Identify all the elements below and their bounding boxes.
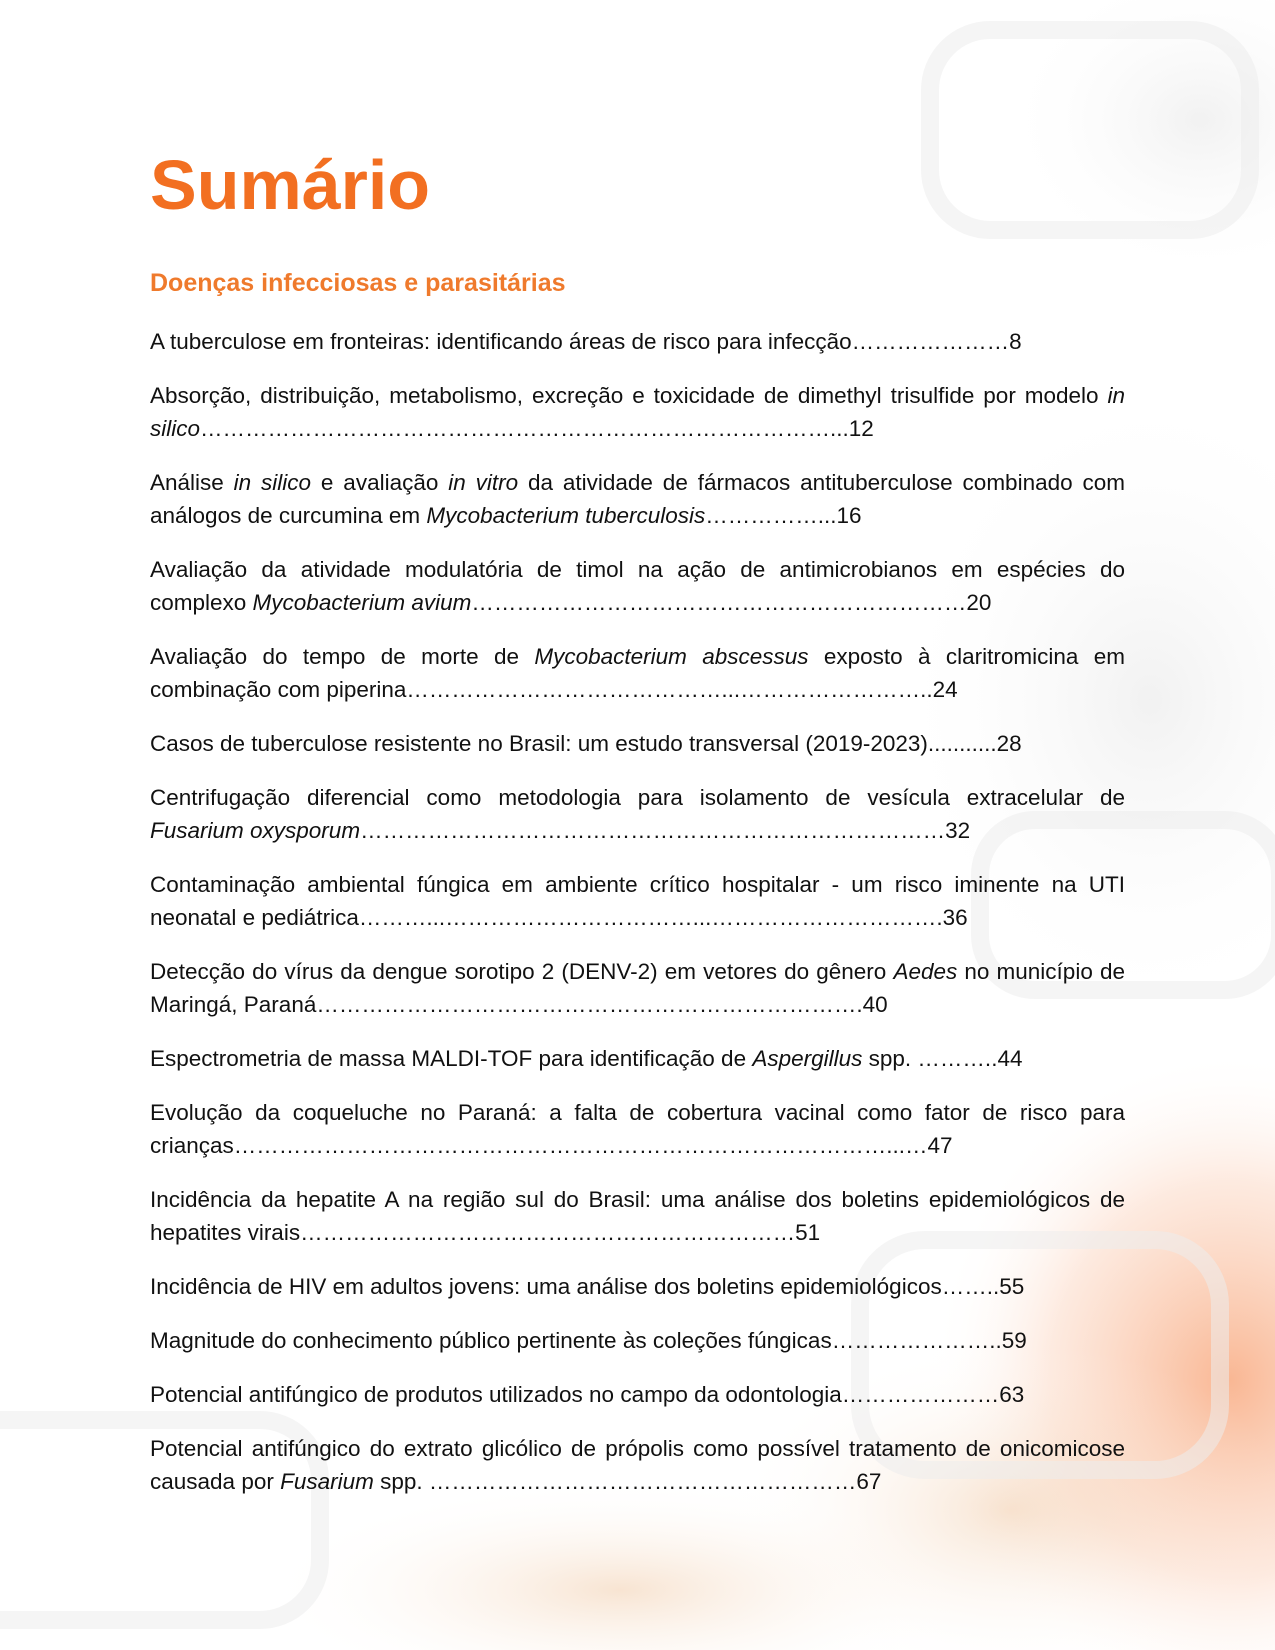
toc-entry-text: Potencial antifúngico de produtos utilizados no campo da odontologia…………………63 [150, 1382, 1025, 1407]
toc-entry [150, 466, 1125, 532]
toc-entry [150, 1270, 1125, 1303]
toc-entry [150, 955, 1125, 1021]
toc-entry-italic-text: Mycobacterium tuberculosis [426, 503, 706, 528]
toc-entry-italic-text: Mycobacterium avium [252, 590, 472, 615]
toc-entry-text: Casos de tuberculose resistente no Brasil: um estudo transversal (2019-2023)...........28 [150, 731, 1022, 756]
toc-entry [150, 727, 1125, 760]
toc-entry [150, 1183, 1125, 1249]
toc-entry [150, 1432, 1125, 1498]
toc-entry-italic-text: Aedes [893, 959, 958, 984]
toc-entry-text: Detecção do vírus da dengue sorotipo 2 (DENV-2) em vetores do gênero [150, 959, 894, 984]
toc-entry-italic-text: in silico [233, 470, 312, 495]
toc-entry [150, 1042, 1125, 1075]
toc-entry-text: Incidência da hepatite A na região sul do Brasil: uma análise dos boletins epidemiológicos de hepatites virais…………………………………………………………51 [150, 1187, 1125, 1245]
toc-entry-text: Contaminação ambiental fúngica em ambiente crítico hospitalar - um risco iminente na UTI neonatal e pediátrica………...……………………………...………………………….36 [150, 872, 1125, 930]
toc-entry-italic-text: Mycobacterium abscessus [534, 644, 809, 669]
toc-entry [150, 325, 1125, 358]
toc-entry-text: Incidência de HIV em adultos jovens: uma análise dos boletins epidemiológicos……..55 [150, 1274, 1025, 1299]
toc-entry-text: Avaliação do tempo de morte de [150, 644, 535, 669]
toc-entry-italic-text: Fusarium oxysporum [150, 818, 361, 843]
toc-entry-text: Espectrometria de massa MALDI-TOF para identificação de [150, 1046, 753, 1071]
toc-entry-text: Avaliação da atividade modulatória de timol na ação de antimicrobianos em espécies do complexo [150, 557, 1125, 615]
toc-entry-italic-text: in vitro [448, 470, 519, 495]
toc-entry-text: ……………...16 [705, 503, 862, 528]
toc-entry [150, 640, 1125, 706]
toc-entry-text: Análise [150, 470, 234, 495]
toc-entry-text: Magnitude do conhecimento público pertinente às coleções fúngicas…………………..59 [150, 1328, 1027, 1353]
toc-entry [150, 1324, 1125, 1357]
toc-list [150, 325, 1125, 1519]
page-title: Sumário [150, 146, 431, 224]
section-heading: Doenças infecciosas e parasitárias [150, 269, 566, 297]
toc-entry [150, 379, 1125, 445]
toc-entry-text: Evolução da coqueluche no Paraná: a falta de cobertura vacinal como fator de risco para crianças……………………………………………………………………………...…47 [150, 1100, 1125, 1158]
toc-entry-text: spp. ………..44 [862, 1046, 1023, 1071]
toc-entry-text: da atividade de fármacos antituberculose combinado com análogos de curcumina em [150, 470, 1125, 528]
toc-entry [150, 868, 1125, 934]
toc-entry-text: exposto à claritromicina em combinação com piperina……………………………………...……………………..24 [150, 644, 1125, 702]
toc-entry-text: Centrifugação diferencial como metodologia para isolamento de vesícula extracelular de [150, 785, 1125, 810]
toc-entry-text: …………………………………………………………20 [471, 590, 992, 615]
toc-entry-italic-text: Fusarium [280, 1469, 374, 1494]
toc-entry [150, 553, 1125, 619]
toc-entry-italic-text: in silico [150, 383, 1125, 441]
toc-entry-text: Potencial antifúngico do extrato glicólico de própolis como possível tratamento de onicomicose causada por [150, 1436, 1125, 1494]
toc-entry-text: spp. …………………………………………………67 [373, 1469, 882, 1494]
toc-entry [150, 1378, 1125, 1411]
toc-entry-text: ……………………………………………………………………32 [360, 818, 971, 843]
toc-entry [150, 1096, 1125, 1162]
toc-entry-text: no município de Maringá, Paraná……………………………………………………………….40 [150, 959, 1125, 1017]
toc-entry-text: Absorção, distribuição, metabolismo, excreção e toxicidade de dimethyl trisulfide por modelo [150, 383, 1108, 408]
toc-entry-italic-text: Aspergillus [752, 1046, 863, 1071]
toc-entry-text: A tuberculose em fronteiras: identificando áreas de risco para infecção…………………8 [150, 329, 1022, 354]
toc-entry-text: …………………………………………………………………………...12 [200, 416, 874, 441]
toc-entry-text: e avaliação [311, 470, 449, 495]
toc-entry [150, 781, 1125, 847]
